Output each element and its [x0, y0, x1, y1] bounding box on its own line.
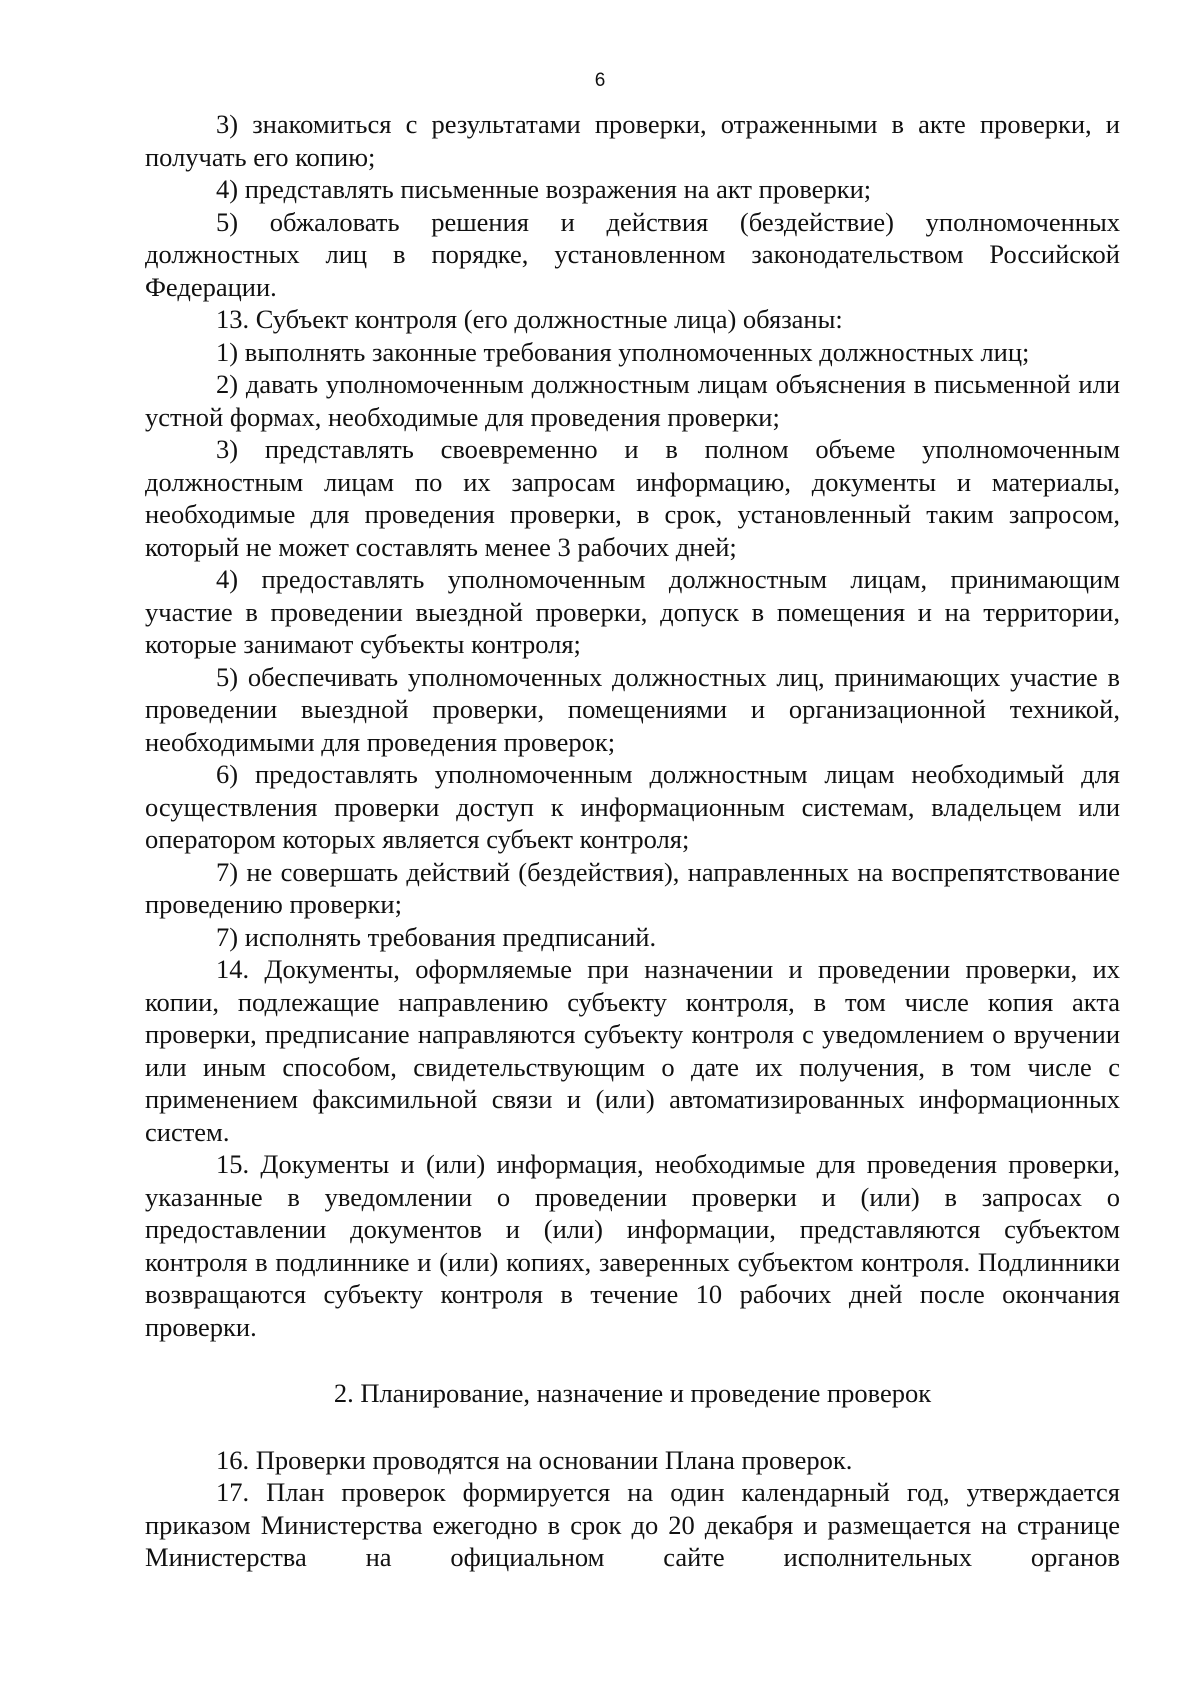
paragraph-16-plan: 16. Проверки проводятся на основании Плана проверок.: [216, 1444, 853, 1475]
paragraph-14-documents: 14. Документы, оформляемые при назначении и проведении проверки, их копии, подлежащие направлению субъекту контроля, в том числе копия акта проверки, предписание направляются субъекту контроля с уведомлением о вручении или иным способом, свидетельствующим о дате их получения, в том числе с применением факсимильной связи и (или) автоматизированных информационных систем.: [145, 954, 1120, 1147]
paragraph-15-documents-info: 15. Документы и (или) информация, необходимые для проведения проверки, указанные в уведомлении о проведении проверки и (или) в запросах о предоставлении документов и (или) информации, представляются субъектом контроля в подлиннике и (или) копиях, заверенных субъектом контроля. Подлинники возвращаются субъекту контроля в течение 10 рабочих дней после окончания проверки.: [145, 1149, 1120, 1342]
paragraph-obligation-6: 6) предоставлять уполномоченным должностным лицам необходимый для осуществления проверки доступ к информационным системам, владельцем или оператором которых является субъект контроля;: [145, 759, 1120, 854]
paragraph-17-plan-formation: 17. План проверок формируется на один календарный год, утверждается приказом Министерства ежегодно в срок до 20 декабря и размещается на странице Министерства на официальном сайте исполнительных органов: [145, 1477, 1120, 1572]
paragraph-obligation-2: 2) давать уполномоченным должностным лицам объяснения в письменной или устной формах, необходимые для проведения проверки;: [145, 369, 1120, 432]
paragraph-obligation-7-no-obstruction: 7) не совершать действий (бездействия), направленных на воспрепятствование проведению проверки;: [145, 856, 1120, 919]
page-number: 6: [594, 70, 606, 91]
paragraph-item-3-familiarize: 3) знакомиться с результатами проверки, отраженными в акте проверки, и получать его копию;: [145, 109, 1120, 172]
section-heading: 2. Планирование, назначение и проведение проверок: [333, 1378, 932, 1408]
paragraph-obligation-7-prescriptions: 7) исполнять требования предписаний.: [216, 921, 657, 952]
paragraph-item-4-objections: 4) представлять письменные возражения на акт проверки;: [216, 174, 872, 204]
paragraph-obligation-1: 1) выполнять законные требования уполномоченных должностных лиц;: [216, 336, 1030, 367]
paragraph-obligation-4: 4) предоставлять уполномоченным должностным лицам, принимающим участие в проведении выездной проверки, допуск в помещения и на территории, которые занимают субъекты контроля;: [145, 564, 1120, 659]
document-body: [145, 108, 1120, 1574]
paragraph-13-obligations: 13. Субъект контроля (его должностные лица) обязаны:: [216, 304, 843, 334]
paragraph-obligation-3: 3) представлять своевременно и в полном объеме уполномоченным должностным лицам по их запросам информацию, документы и материалы, необходимые для проведения проверки, в срок, установленный таким запросом, который не может составлять менее 3 рабочих дней;: [145, 434, 1120, 562]
paragraph-obligation-5: 5) обеспечивать уполномоченных должностных лиц, принимающих участие в проведении выездной проверки, помещениями и организационной техникой, необходимыми для проведения проверок;: [145, 661, 1120, 757]
paragraph-item-5-appeal: 5) обжаловать решения и действия (бездействие) уполномоченных должностных лиц в порядке, установленном законодательством Российской Федерации.: [145, 206, 1120, 302]
